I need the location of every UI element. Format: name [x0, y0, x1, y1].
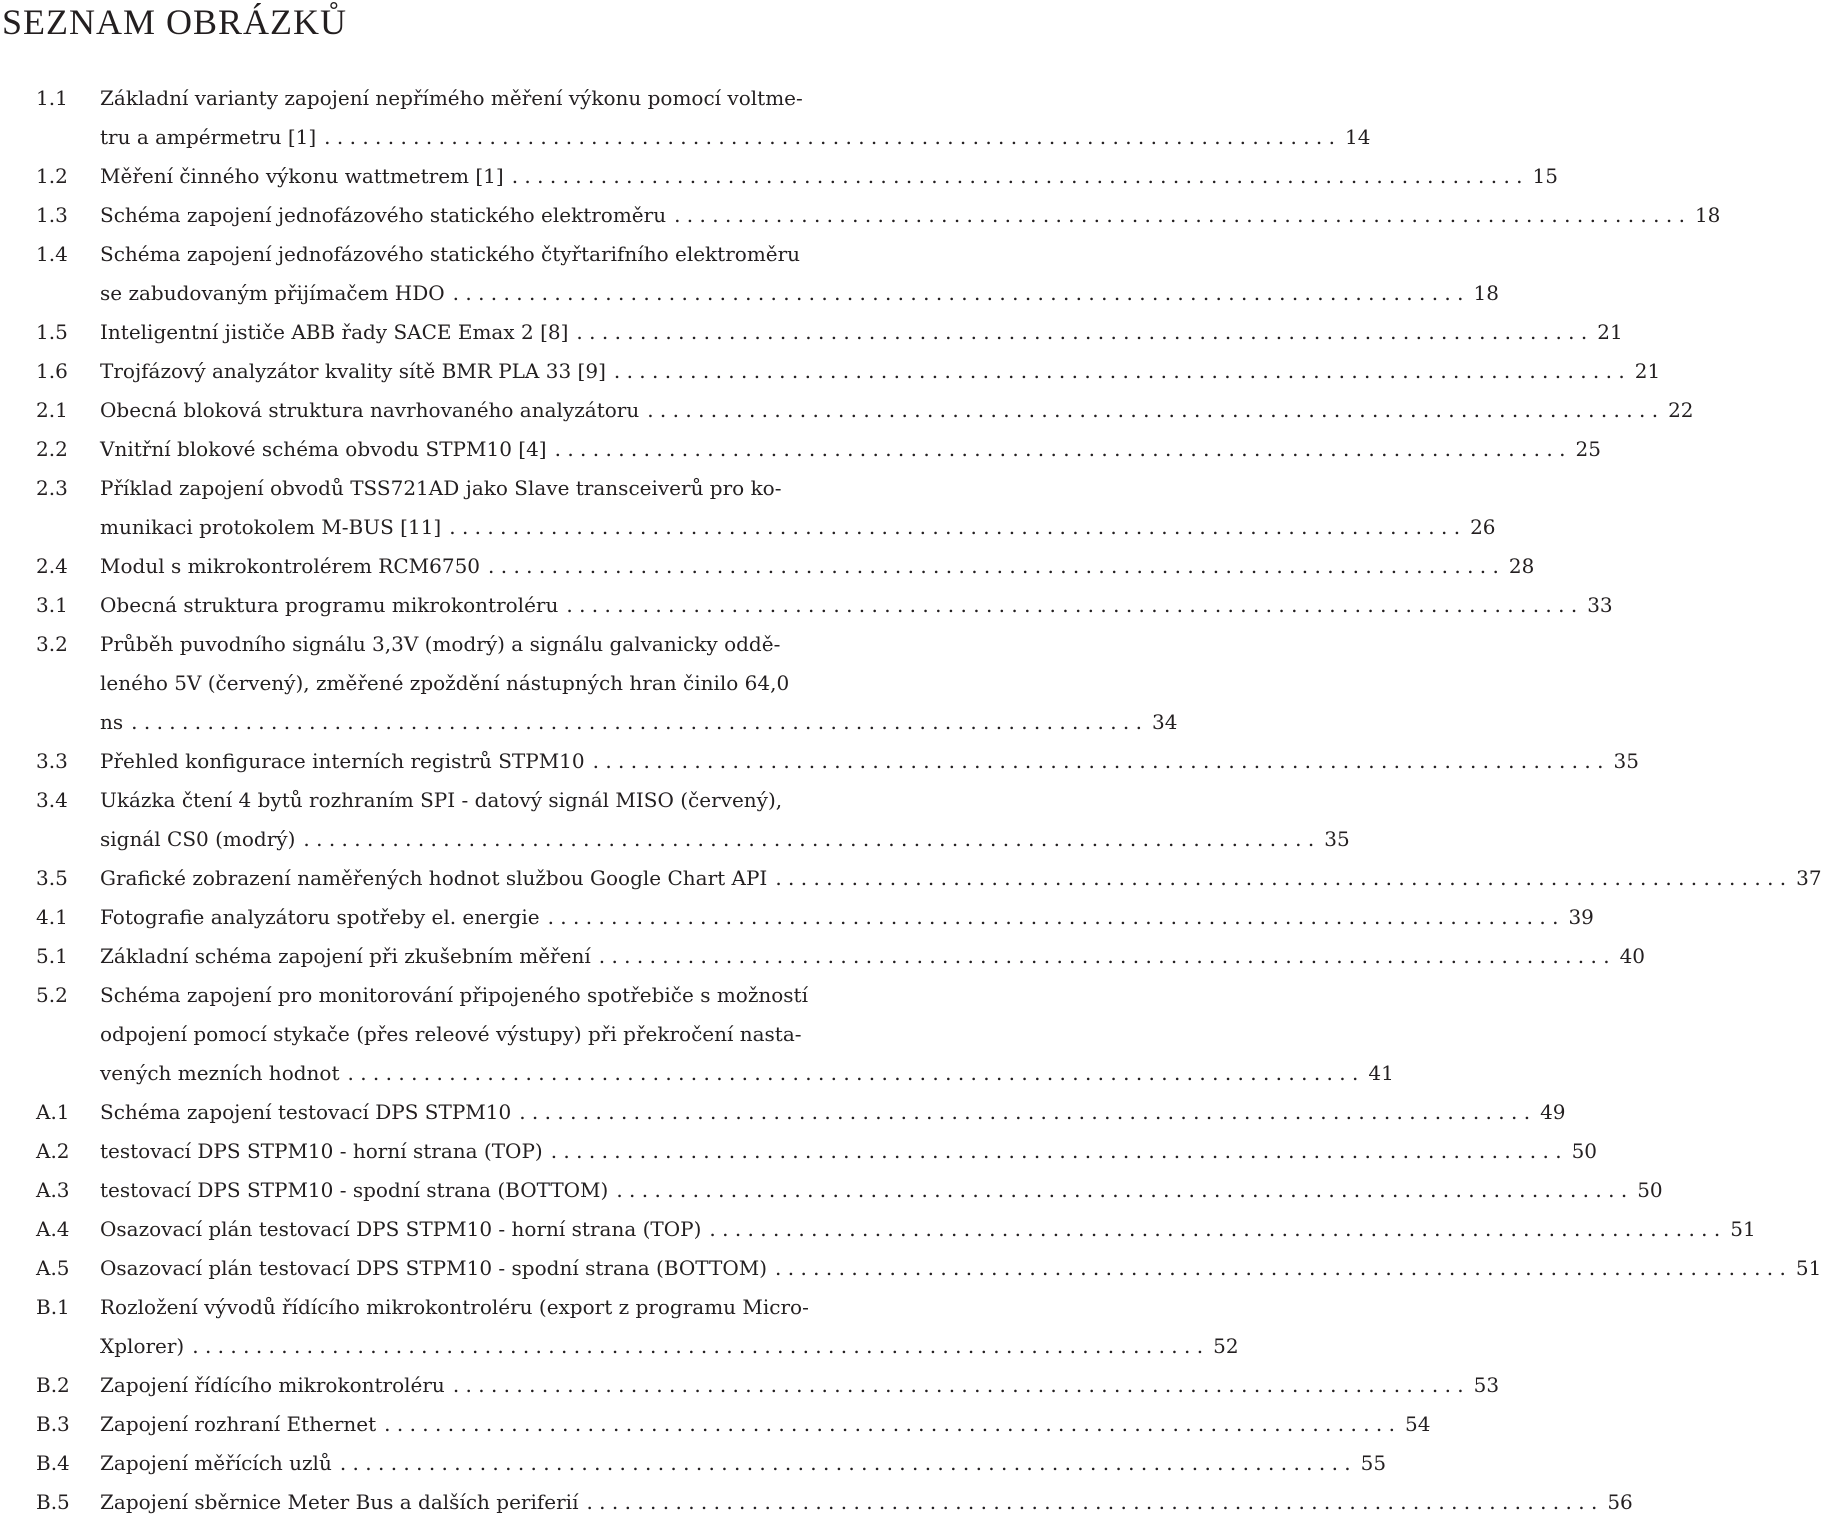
figure-caption-last-line: [100, 859, 1822, 898]
figure-caption-text: Obecná bloková struktura navrhovaného analyzátoru: [100, 398, 640, 422]
figure-number: 2.3: [36, 476, 68, 500]
figure-caption-line: odpojení pomocí stykače (přes releové výstupy) při překročení nasta-: [100, 1022, 802, 1046]
figure-number: B.5: [36, 1490, 70, 1514]
figure-caption-text: signál CS0 (modrý): [100, 827, 296, 851]
figure-entry[interactable]: [0, 313, 1623, 352]
figure-number: 4.1: [36, 905, 68, 929]
figure-caption-text: Modul s mikrokontrolérem RCM6750: [100, 554, 481, 578]
page-number: 40: [1619, 944, 1646, 968]
dot-leader: . . . . . . . . . . . . . . . . . . . . . . . . . . . . . . . . . . . . . . . . . . . . . . . . . . . . . . . . . . . . . . . . . . . . . . . . . . . . . . . .: [452, 281, 1464, 305]
figure-number: 1.4: [36, 242, 68, 266]
figure-number: 2.4: [36, 554, 68, 578]
page-number: 56: [1607, 1490, 1633, 1514]
figure-caption-text: Schéma zapojení jednofázového statického elektroměru: [100, 203, 667, 227]
page-number: 51: [1730, 1217, 1756, 1241]
figure-caption-last-line: [100, 1171, 1663, 1210]
dot-leader: . . . . . . . . . . . . . . . . . . . . . . . . . . . . . . . . . . . . . . . . . . . . . . . . . . . . . . . . . . . . . . . . . . . . . . . . . . . . . . . .: [775, 866, 1787, 890]
figure-entry[interactable]: [0, 976, 1394, 1093]
dot-leader: . . . . . . . . . . . . . . . . . . . . . . . . . . . . . . . . . . . . . . . . . . . . . . . . . . . . . . . . . . . . . . . . . . . . . . . . . . . . . . . .: [519, 1100, 1531, 1124]
figure-caption-text: testovací DPS STPM10 - horní strana (TOP): [100, 1139, 543, 1163]
figure-entry[interactable]: [0, 1132, 1598, 1171]
page-number: 18: [1473, 281, 1499, 305]
page-number: 18: [1694, 203, 1721, 227]
figure-entry[interactable]: [0, 1483, 1633, 1522]
page-title: SEZNAM OBRÁZKŮ: [2, 2, 348, 42]
figure-entry[interactable]: [0, 157, 1558, 196]
figure-caption-last-line: [100, 547, 1535, 586]
figure-caption-last-line: [100, 742, 1639, 781]
figure-number: A.4: [36, 1217, 70, 1241]
figure-caption-text: se zabudovaným přijímačem HDO: [100, 281, 445, 305]
figure-caption-line: Ukázka čtení 4 bytů rozhraním SPI - datový signál MISO (červený),: [100, 788, 783, 812]
dot-leader: . . . . . . . . . . . . . . . . . . . . . . . . . . . . . . . . . . . . . . . . . . . . . . . . . . . . . . . . . . . . . . . . . . . . . . . . . . . . . . . .: [347, 1061, 1359, 1085]
dot-leader: . . . . . . . . . . . . . . . . . . . . . . . . . . . . . . . . . . . . . . . . . . . . . . . . . . . . . . . . . . . . . . . . . . . . . . . . . . . . . . . .: [131, 710, 1142, 734]
figure-number: B.2: [36, 1373, 70, 1397]
figure-entry[interactable]: [0, 781, 1350, 859]
figure-entry[interactable]: [0, 1288, 1239, 1366]
figure-number: 3.2: [36, 632, 68, 656]
figure-caption-line: Základní varianty zapojení nepřímého měření výkonu pomocí voltme-: [100, 86, 803, 110]
figure-caption-last-line: [100, 898, 1594, 937]
figure-caption-last-line: [100, 274, 1499, 313]
figure-caption-last-line: [100, 508, 1496, 547]
figure-number: B.3: [36, 1412, 70, 1436]
figure-entry[interactable]: [0, 391, 1694, 430]
dot-leader: . . . . . . . . . . . . . . . . . . . . . . . . . . . . . . . . . . . . . . . . . . . . . . . . . . . . . . . . . . . . . . . . . . . . . . . . . . . . . . . .: [324, 125, 1336, 149]
figure-caption-last-line: [100, 352, 1661, 391]
figure-number: 3.4: [36, 788, 68, 812]
figure-caption-text: Měření činného výkonu wattmetrem [1]: [100, 164, 504, 188]
figure-number: 1.3: [36, 203, 68, 227]
figure-caption-line: Průběh puvodního signálu 3,3V (modrý) a signálu galvanicky oddě-: [100, 632, 781, 656]
page-number: 53: [1473, 1373, 1500, 1397]
figure-number: 3.1: [36, 593, 68, 617]
figure-caption-last-line: [100, 1210, 1756, 1249]
page-number: 22: [1668, 398, 1694, 422]
figure-caption-text: tru a ampérmetru [1]: [100, 125, 317, 149]
dot-leader: . . . . . . . . . . . . . . . . . . . . . . . . . . . . . . . . . . . . . . . . . . . . . . . . . . . . . . . . . . . . . . . . . . . . . . . . . . . . . . . .: [616, 1178, 1628, 1202]
page-number: 28: [1508, 554, 1535, 578]
dot-leader: . . . . . . . . . . . . . . . . . . . . . . . . . . . . . . . . . . . . . . . . . . . . . . . . . . . . . . . . . . . . . . . . . . . . . . . . . . . . . . . .: [586, 1490, 1598, 1514]
figure-caption-last-line: [100, 430, 1601, 469]
figure-number: A.1: [36, 1100, 70, 1124]
figure-caption-text: Zapojení rozhraní Ethernet: [100, 1412, 377, 1436]
dot-leader: . . . . . . . . . . . . . . . . . . . . . . . . . . . . . . . . . . . . . . . . . . . . . . . . . . . . . . . . . . . . . . . . . . . . . . . . . . . . . . . .: [566, 593, 1578, 617]
figure-number: A.5: [36, 1256, 70, 1280]
figure-caption-last-line: [100, 157, 1558, 196]
figure-caption-text: Fotografie analyzátoru spotřeby el. energie: [100, 905, 540, 929]
page-number: 25: [1575, 437, 1601, 461]
figure-caption-last-line: [100, 937, 1646, 976]
figure-caption-last-line: [100, 1054, 1394, 1093]
page-number: 37: [1796, 866, 1822, 890]
figure-entry[interactable]: [0, 898, 1594, 937]
page-number: 55: [1360, 1451, 1387, 1475]
figure-caption-last-line: [100, 1327, 1239, 1366]
page-number: 14: [1345, 125, 1371, 149]
page-number: 52: [1213, 1334, 1239, 1358]
figure-caption-text: Xplorer): [100, 1334, 185, 1358]
dot-leader: . . . . . . . . . . . . . . . . . . . . . . . . . . . . . . . . . . . . . . . . . . . . . . . . . . . . . . . . . . . . . . . . . . . . . . . . . . . . . . . .: [511, 164, 1523, 188]
figure-caption-line: leného 5V (červený), změřené zpoždění nástupných hran činilo 64,0: [100, 671, 790, 695]
page-number: 33: [1587, 593, 1613, 617]
figure-caption-last-line: [100, 313, 1623, 352]
page-number: 26: [1470, 515, 1496, 539]
page-number: 15: [1532, 164, 1558, 188]
page-number: 21: [1634, 359, 1661, 383]
figure-caption-text: Obecná struktura programu mikrokontroléru: [100, 593, 559, 617]
figure-caption-text: Základní schéma zapojení při zkušebním měření: [100, 944, 591, 968]
figure-entry[interactable]: [0, 196, 1721, 235]
figure-number: 2.2: [36, 437, 68, 461]
figure-caption-last-line: [100, 1444, 1387, 1483]
figure-entry[interactable]: [0, 586, 1613, 625]
dot-leader: . . . . . . . . . . . . . . . . . . . . . . . . . . . . . . . . . . . . . . . . . . . . . . . . . . . . . . . . . . . . . . . . . . . . . . . . . . . . . . . .: [192, 1334, 1204, 1358]
figure-number: 5.2: [36, 983, 68, 1007]
figure-entry[interactable]: [0, 625, 1178, 742]
dot-leader: . . . . . . . . . . . . . . . . . . . . . . . . . . . . . . . . . . . . . . . . . . . . . . . . . . . . . . . . . . . . . . . . . . . . . . . . . . . . . . . .: [384, 1412, 1395, 1436]
dot-leader: . . . . . . . . . . . . . . . . . . . . . . . . . . . . . . . . . . . . . . . . . . . . . . . . . . . . . . . . . . . . . . . . . . . . . . . . . . . . . . . .: [550, 1139, 1562, 1163]
figure-number: A.2: [36, 1139, 70, 1163]
figure-number: 3.5: [36, 866, 68, 890]
figure-caption-text: Zapojení sběrnice Meter Bus a dalších periferií: [100, 1490, 579, 1514]
figure-entry[interactable]: [0, 859, 1822, 898]
figure-caption-text: Osazovací plán testovací DPS STPM10 - horní strana (TOP): [100, 1217, 702, 1241]
dot-leader: . . . . . . . . . . . . . . . . . . . . . . . . . . . . . . . . . . . . . . . . . . . . . . . . . . . . . . . . . . . . . . . . . . . . . . . . . . . . . . . .: [775, 1256, 1786, 1280]
figure-caption-last-line: [100, 703, 1178, 742]
figure-caption-last-line: [100, 1093, 1566, 1132]
dot-leader: . . . . . . . . . . . . . . . . . . . . . . . . . . . . . . . . . . . . . . . . . . . . . . . . . . . . . . . . . . . . . . . . . . . . . . . . . . . . . . . .: [598, 944, 1610, 968]
figure-number: 5.1: [36, 944, 68, 968]
figure-caption-last-line: [100, 586, 1613, 625]
figure-entry[interactable]: [0, 235, 1499, 313]
figure-caption-text: Zapojení řídícího mikrokontroléru: [100, 1373, 445, 1397]
dot-leader: . . . . . . . . . . . . . . . . . . . . . . . . . . . . . . . . . . . . . . . . . . . . . . . . . . . . . . . . . . . . . . . . . . . . . . . . . . . . . . . .: [576, 320, 1588, 344]
dot-leader: . . . . . . . . . . . . . . . . . . . . . . . . . . . . . . . . . . . . . . . . . . . . . . . . . . . . . . . . . . . . . . . . . . . . . . . . . . . . . . . .: [449, 515, 1461, 539]
figure-number: B.1: [36, 1295, 70, 1319]
figure-entry[interactable]: [0, 1405, 1431, 1444]
figure-entry[interactable]: [0, 352, 1661, 391]
figure-entry[interactable]: [0, 547, 1535, 586]
figure-entry[interactable]: [0, 1171, 1663, 1210]
dot-leader: . . . . . . . . . . . . . . . . . . . . . . . . . . . . . . . . . . . . . . . . . . . . . . . . . . . . . . . . . . . . . . . . . . . . . . . . . . . . . . . .: [592, 749, 1604, 773]
dot-leader: . . . . . . . . . . . . . . . . . . . . . . . . . . . . . . . . . . . . . . . . . . . . . . . . . . . . . . . . . . . . . . . . . . . . . . . . . . . . . . . .: [709, 1217, 1721, 1241]
figure-entry[interactable]: [0, 1366, 1500, 1405]
page-number: 39: [1568, 905, 1594, 929]
figure-number: 3.3: [36, 749, 68, 773]
figure-number: 1.1: [36, 86, 68, 110]
figure-caption-text: Schéma zapojení testovací DPS STPM10: [100, 1100, 512, 1124]
figure-entry[interactable]: [0, 1444, 1387, 1483]
dot-leader: . . . . . . . . . . . . . . . . . . . . . . . . . . . . . . . . . . . . . . . . . . . . . . . . . . . . . . . . . . . . . . . . . . . . . . . . . . . . . . . .: [488, 554, 1499, 578]
dot-leader: . . . . . . . . . . . . . . . . . . . . . . . . . . . . . . . . . . . . . . . . . . . . . . . . . . . . . . . . . . . . . . . . . . . . . . . . . . . . . . . .: [303, 827, 1315, 851]
dot-leader: . . . . . . . . . . . . . . . . . . . . . . . . . . . . . . . . . . . . . . . . . . . . . . . . . . . . . . . . . . . . . . . . . . . . . . . . . . . . . . . .: [674, 203, 1685, 227]
page-number: 34: [1152, 710, 1178, 734]
dot-leader: . . . . . . . . . . . . . . . . . . . . . . . . . . . . . . . . . . . . . . . . . . . . . . . . . . . . . . . . . . . . . . . . . . . . . . . . . . . . . . . .: [554, 437, 1566, 461]
figure-entry[interactable]: [0, 79, 1371, 157]
page-number: 54: [1405, 1412, 1431, 1436]
figure-entry[interactable]: [0, 937, 1646, 976]
figure-caption-line: Rozložení vývodů řídícího mikrokontroléru (export z programu Micro-: [100, 1295, 809, 1319]
page-number: 41: [1368, 1061, 1394, 1085]
figure-entry[interactable]: [0, 469, 1496, 547]
figure-caption-line: Schéma zapojení pro monitorování připojeného spotřebiče s možností: [100, 983, 808, 1007]
figure-caption-last-line: [100, 391, 1694, 430]
figure-caption-text: vených mezních hodnot: [100, 1061, 340, 1085]
figure-caption-last-line: [100, 1483, 1633, 1522]
figure-caption-last-line: [100, 118, 1371, 157]
figure-number: B.4: [36, 1451, 70, 1475]
figure-caption-last-line: [100, 1132, 1598, 1171]
figure-entry[interactable]: [0, 1249, 1822, 1288]
figure-caption-text: Trojfázový analyzátor kvality sítě BMR PLA 33 [9]: [100, 359, 606, 383]
figure-number: 1.6: [36, 359, 68, 383]
dot-leader: . . . . . . . . . . . . . . . . . . . . . . . . . . . . . . . . . . . . . . . . . . . . . . . . . . . . . . . . . . . . . . . . . . . . . . . . . . . . . . . .: [613, 359, 1625, 383]
figure-entry[interactable]: [0, 1210, 1756, 1249]
figure-caption-text: Grafické zobrazení naměřených hodnot službou Google Chart API: [100, 866, 768, 890]
figure-caption-text: ns: [100, 710, 124, 734]
figure-caption-text: Zapojení měřících uzlů: [100, 1451, 332, 1475]
figure-caption-last-line: [100, 196, 1721, 235]
figure-caption-text: testovací DPS STPM10 - spodní strana (BOTTOM): [100, 1178, 609, 1202]
figure-caption-text: Inteligentní jističe ABB řady SACE Emax 2 [8]: [100, 320, 569, 344]
figure-number: 1.5: [36, 320, 68, 344]
figure-caption-text: Přehled konfigurace interních registrů STPM10: [100, 749, 585, 773]
figure-number: A.3: [36, 1178, 70, 1202]
figure-caption-line: Příklad zapojení obvodů TSS721AD jako Slave transceiverů pro ko-: [100, 476, 782, 500]
dot-leader: . . . . . . . . . . . . . . . . . . . . . . . . . . . . . . . . . . . . . . . . . . . . . . . . . . . . . . . . . . . . . . . . . . . . . . . . . . . . . . . .: [452, 1373, 1464, 1397]
figure-caption-last-line: [100, 1405, 1431, 1444]
dot-leader: . . . . . . . . . . . . . . . . . . . . . . . . . . . . . . . . . . . . . . . . . . . . . . . . . . . . . . . . . . . . . . . . . . . . . . . . . . . . . . . .: [547, 905, 1559, 929]
figure-caption-text: Vnitřní blokové schéma obvodu STPM10 [4]: [100, 437, 547, 461]
page-number: 50: [1637, 1178, 1663, 1202]
figure-caption-last-line: [100, 1366, 1500, 1405]
dot-leader: . . . . . . . . . . . . . . . . . . . . . . . . . . . . . . . . . . . . . . . . . . . . . . . . . . . . . . . . . . . . . . . . . . . . . . . . . . . . . . . .: [339, 1451, 1351, 1475]
dot-leader: . . . . . . . . . . . . . . . . . . . . . . . . . . . . . . . . . . . . . . . . . . . . . . . . . . . . . . . . . . . . . . . . . . . . . . . . . . . . . . . .: [647, 398, 1659, 422]
figure-entry[interactable]: [0, 742, 1639, 781]
page-number: 49: [1540, 1100, 1566, 1124]
page-number: 21: [1597, 320, 1623, 344]
figure-caption-line: Schéma zapojení jednofázového statického čtyřtarifního elektroměru: [100, 242, 801, 266]
figure-caption-last-line: [100, 1249, 1822, 1288]
page-number: 35: [1324, 827, 1350, 851]
figure-entry[interactable]: [0, 430, 1601, 469]
figure-caption-last-line: [100, 820, 1350, 859]
figure-number: 1.2: [36, 164, 68, 188]
figure-entry[interactable]: [0, 1093, 1566, 1132]
figure-number: 2.1: [36, 398, 68, 422]
figure-caption-text: Osazovací plán testovací DPS STPM10 - spodní strana (BOTTOM): [100, 1256, 768, 1280]
page-number: 50: [1571, 1139, 1598, 1163]
figure-caption-text: munikaci protokolem M-BUS [11]: [100, 515, 442, 539]
page-number: 51: [1795, 1256, 1822, 1280]
page-number: 35: [1613, 749, 1639, 773]
